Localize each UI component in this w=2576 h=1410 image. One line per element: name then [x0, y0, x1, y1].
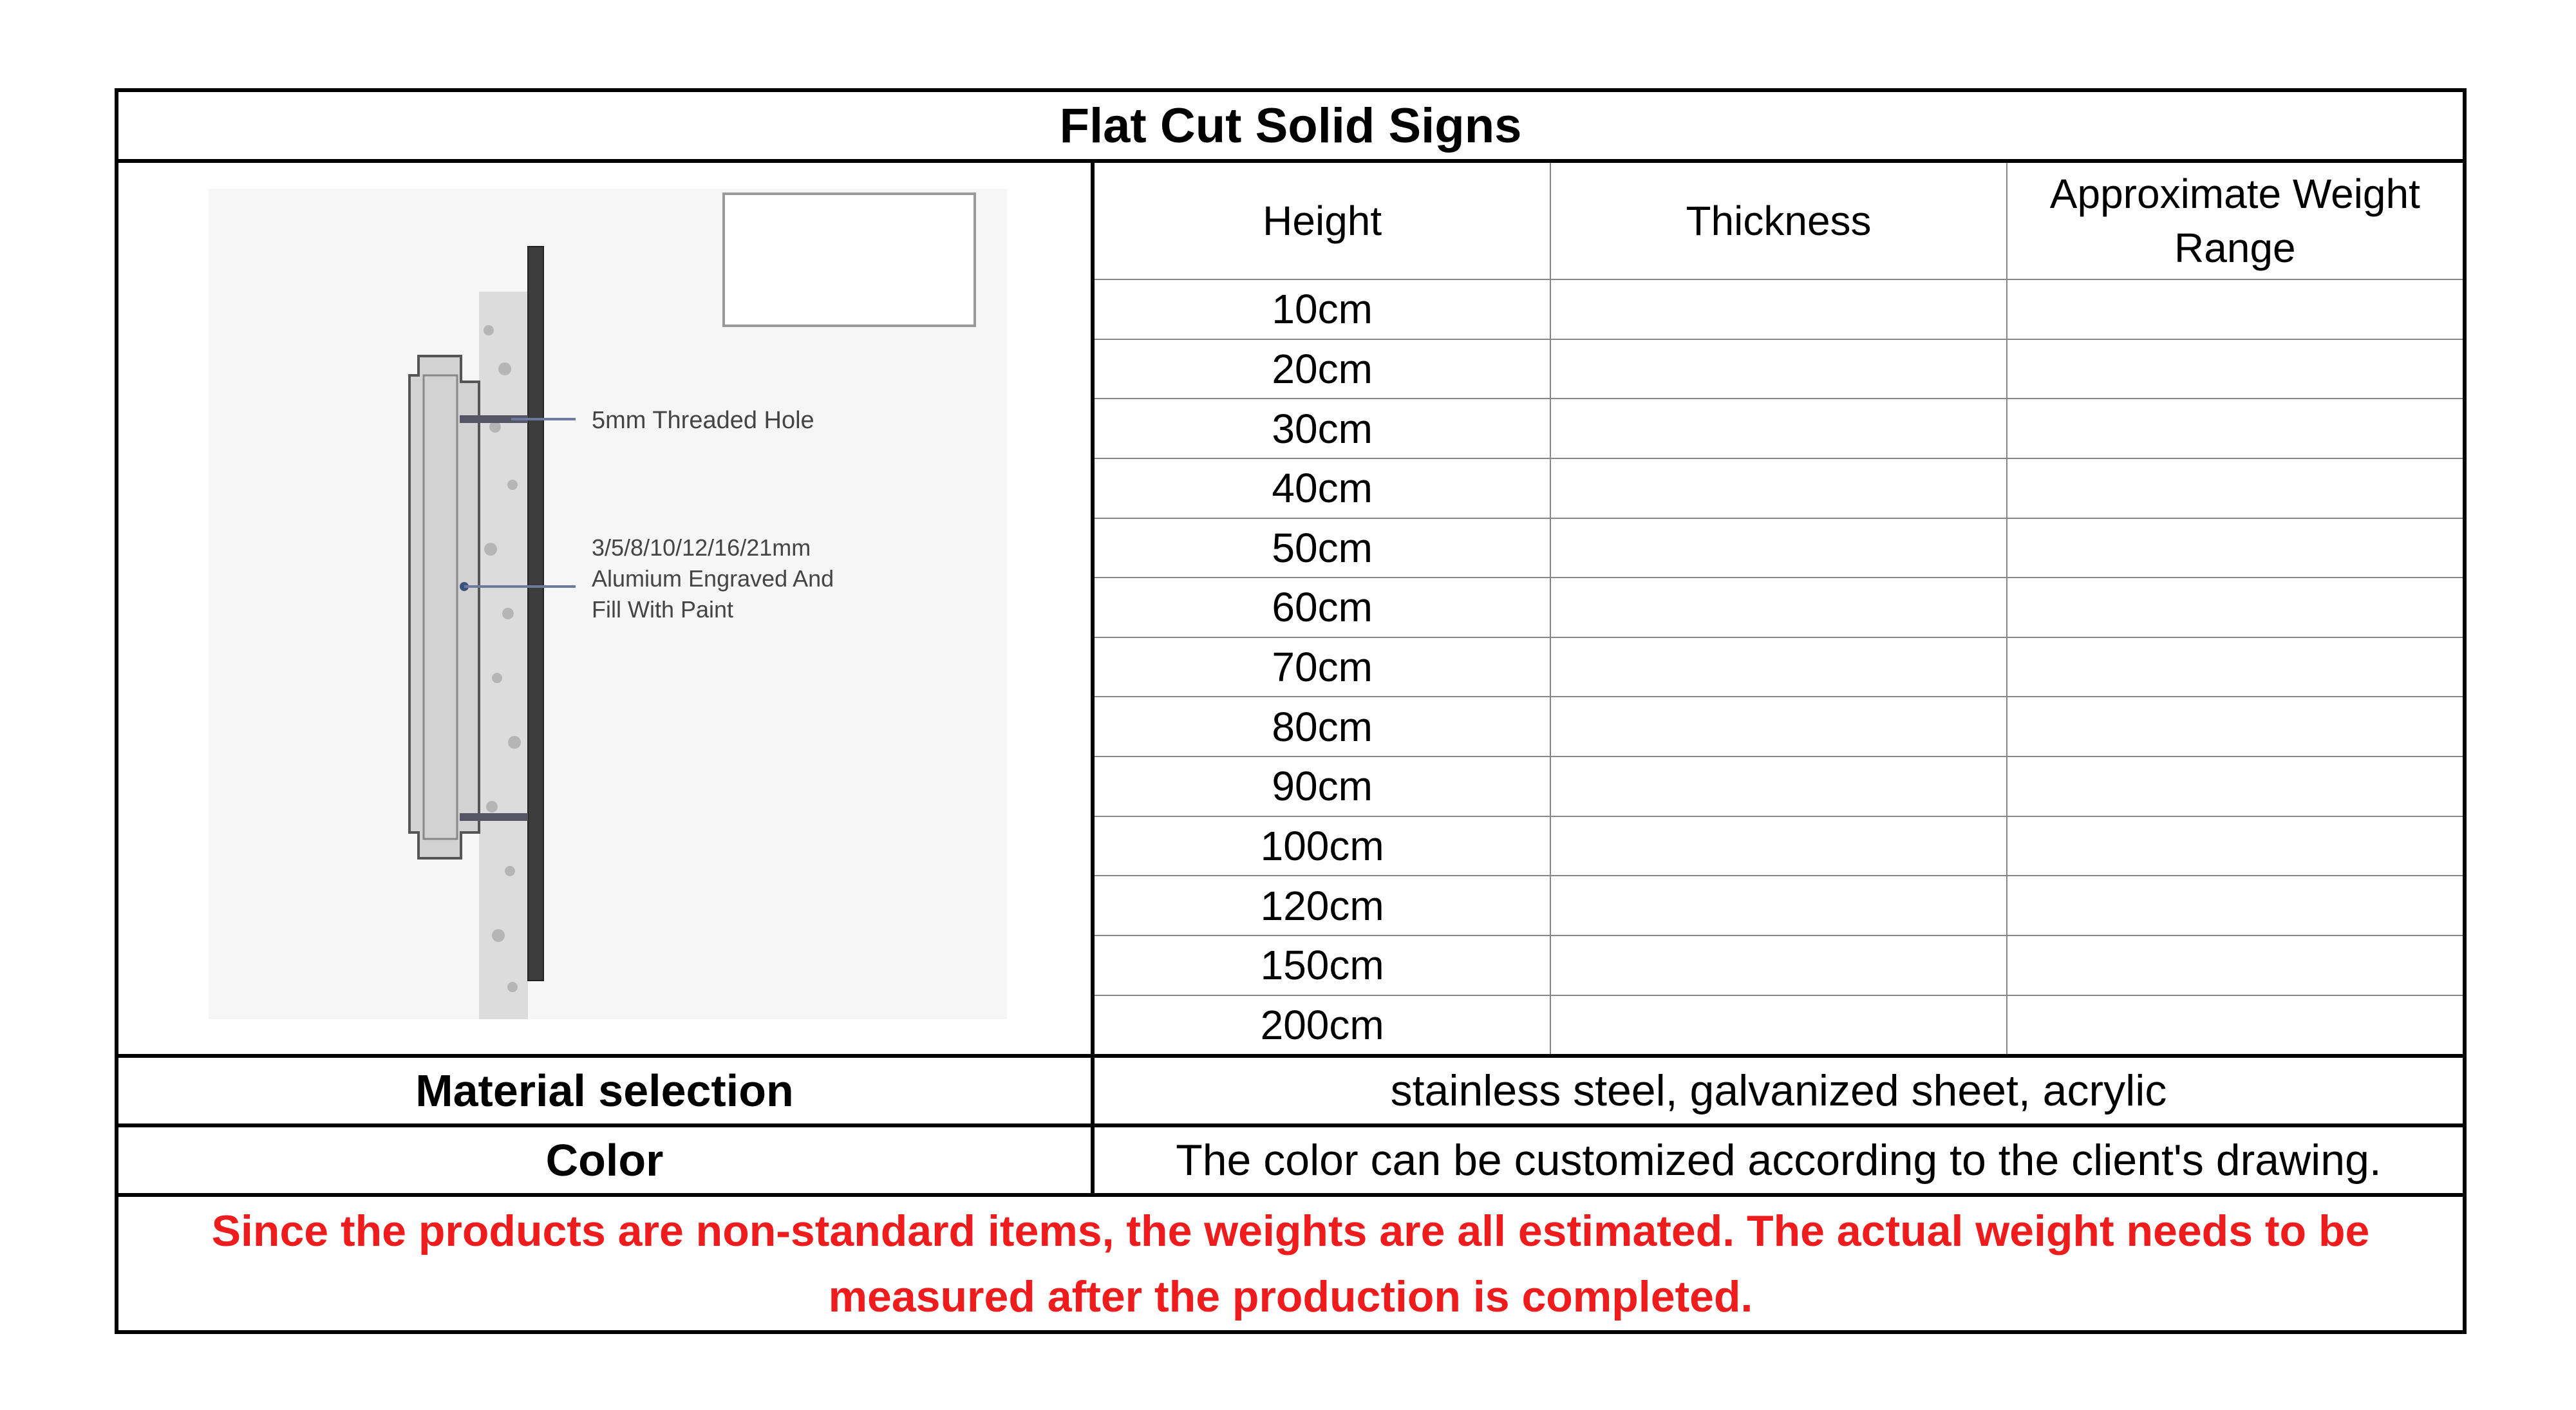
cell-height: 80cm — [1095, 697, 1550, 757]
cell-thickness — [1550, 995, 2006, 1055]
label-threaded-hole: 5mm Threaded Hole — [592, 407, 814, 434]
label-material: Alumium Engraved And — [592, 565, 834, 592]
cell-thickness — [1550, 697, 2006, 757]
table-row — [1095, 339, 2463, 399]
cell-thickness — [1550, 458, 2006, 518]
cell-height: 10cm — [1095, 279, 1550, 339]
weight-disclaimer: Since the products are non-standard items, the weights are all estimated. The actual weight needs to be measured after the production is completed. — [211, 1206, 2370, 1321]
cell-height: 20cm — [1095, 339, 1550, 399]
cell-thickness — [1550, 816, 2006, 876]
material-row — [118, 1058, 2463, 1127]
cell-weight — [2007, 339, 2463, 399]
cell-height: 90cm — [1095, 757, 1550, 816]
cell-thickness — [1550, 399, 2006, 458]
table-row — [1095, 935, 2463, 995]
spec-section — [118, 163, 2463, 1058]
table-row — [1095, 995, 2463, 1055]
table-row — [1095, 876, 2463, 935]
cell-weight — [2007, 279, 2463, 339]
cell-height: 50cm — [1095, 518, 1550, 578]
sheet-title: Flat Cut Solid Signs — [118, 92, 2463, 163]
table-row — [1095, 518, 2463, 578]
product-diagram-cell — [118, 163, 1095, 1054]
cell-height: 30cm — [1095, 399, 1550, 458]
sign-profile — [409, 356, 479, 858]
stud-bottom — [460, 813, 528, 821]
cell-thickness — [1550, 876, 2006, 935]
cell-weight — [2007, 518, 2463, 578]
header-thickness: Thickness — [1550, 163, 2006, 279]
cell-weight — [2007, 757, 2463, 816]
header-weight-range: Approximate Weight Range — [2007, 163, 2463, 279]
cell-height: 150cm — [1095, 935, 1550, 995]
header-height: Height — [1095, 163, 1550, 279]
color-value: The color can be customized according to the client's drawing. — [1176, 1136, 2382, 1185]
cell-thickness — [1550, 518, 2006, 578]
table-row — [1095, 578, 2463, 637]
cell-weight — [2007, 816, 2463, 876]
cell-height: 60cm — [1095, 578, 1550, 637]
color-label: Color — [118, 1127, 1095, 1193]
blank-box — [724, 194, 975, 326]
cell-thickness — [1550, 935, 2006, 995]
label-thickness-options: 3/5/8/10/12/16/21mm — [592, 534, 811, 561]
material-label: Material selection — [118, 1058, 1095, 1123]
table-row — [1095, 637, 2463, 697]
table-row — [1095, 399, 2463, 458]
label-paint: Fill With Paint — [592, 596, 734, 623]
table-row — [1095, 816, 2463, 876]
spec-sheet — [115, 88, 2467, 1334]
cell-thickness — [1550, 578, 2006, 637]
wall-texture — [479, 292, 528, 1019]
cell-height: 200cm — [1095, 995, 1550, 1055]
table-row — [1095, 458, 2463, 518]
table-row — [1095, 279, 2463, 339]
cell-thickness — [1550, 757, 2006, 816]
size-table — [1095, 163, 2463, 1054]
cell-thickness — [1550, 339, 2006, 399]
color-row — [118, 1127, 2463, 1197]
cell-weight — [2007, 399, 2463, 458]
cell-weight — [2007, 995, 2463, 1055]
cell-height: 70cm — [1095, 637, 1550, 697]
table-row — [1095, 757, 2463, 816]
table-row — [1095, 697, 2463, 757]
cell-weight — [2007, 935, 2463, 995]
cell-weight — [2007, 697, 2463, 757]
mounting-diagram — [118, 163, 1091, 1058]
cell-thickness — [1550, 637, 2006, 697]
material-value: stainless steel, galvanized sheet, acrylic — [1390, 1066, 2167, 1115]
wall-plate — [528, 247, 543, 981]
cell-weight — [2007, 458, 2463, 518]
cell-height: 40cm — [1095, 458, 1550, 518]
cell-thickness — [1550, 279, 2006, 339]
cell-weight — [2007, 578, 2463, 637]
cell-height: 100cm — [1095, 816, 1550, 876]
size-table-cell — [1095, 163, 2463, 1054]
cell-weight — [2007, 876, 2463, 935]
table-header-row — [1095, 163, 2463, 279]
cell-height: 120cm — [1095, 876, 1550, 935]
cell-weight — [2007, 637, 2463, 697]
